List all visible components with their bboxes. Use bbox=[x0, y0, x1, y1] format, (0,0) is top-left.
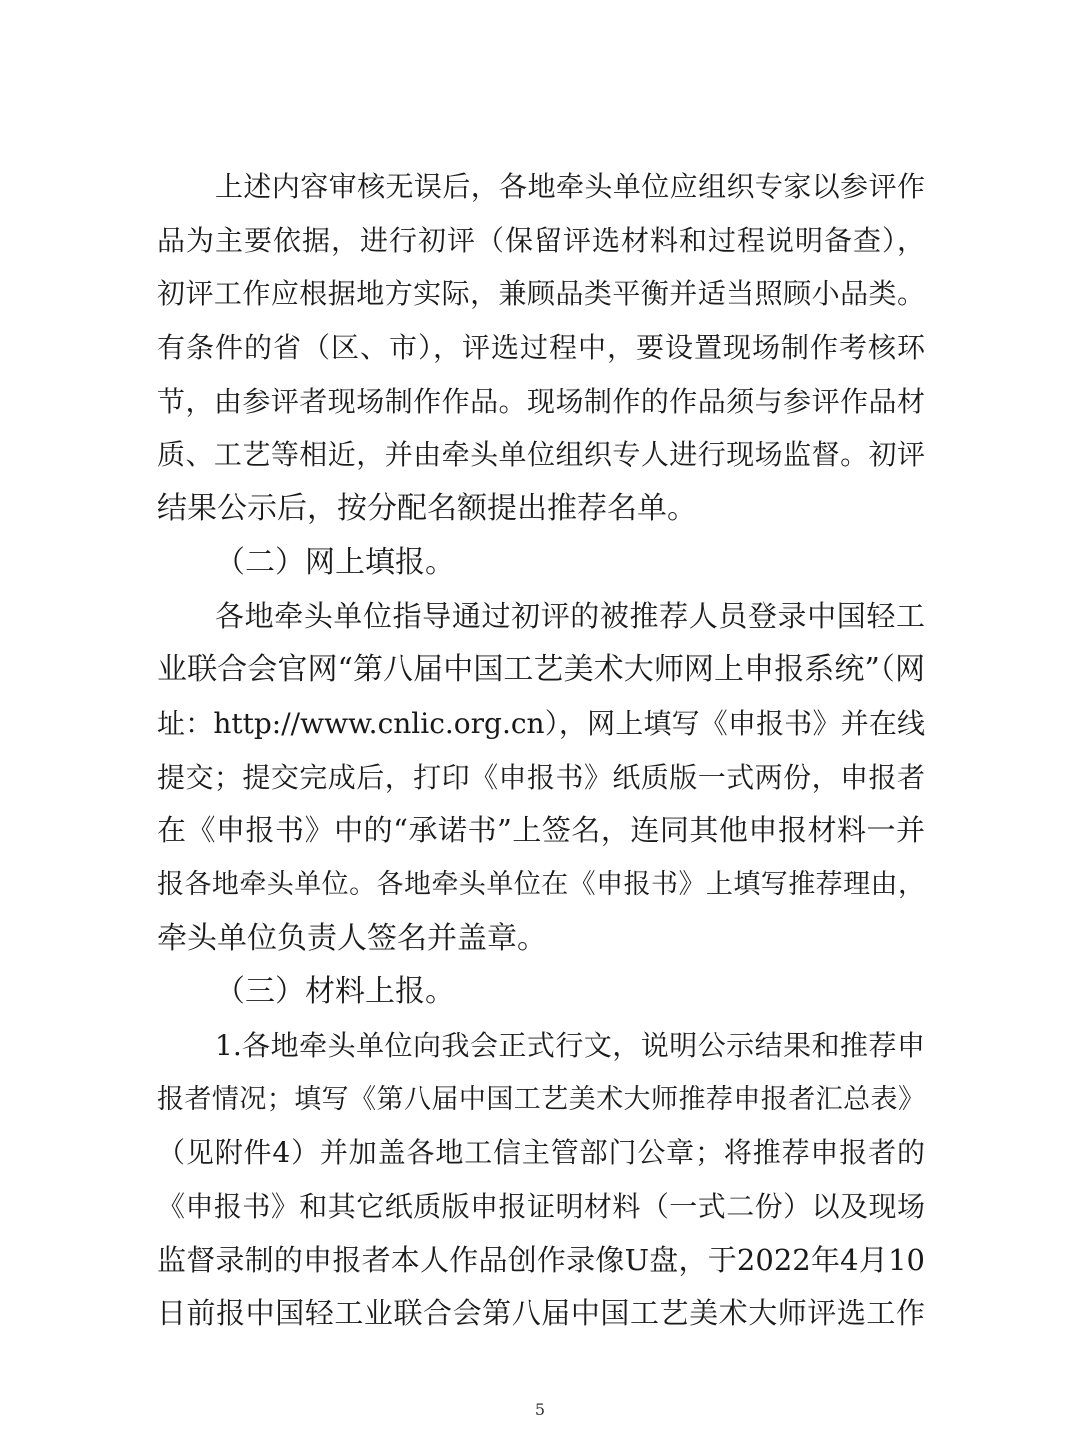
paragraph-line: 址：http://www.cnlic.org.cn），网上填写《申报书》并在线 bbox=[157, 706, 925, 740]
paragraph-line: 质、工艺等相近，并由牵头单位组织专人进行现场监督。初评 bbox=[157, 438, 925, 472]
page-number: 5 bbox=[534, 1400, 546, 1419]
paragraph-line: 《申报书》和其它纸质版申报证明材料（一式二份）以及现场 bbox=[157, 1190, 925, 1224]
paragraph-line: 1.各地牵头单位向我会正式行文，说明公示结果和推荐申 bbox=[215, 1029, 925, 1062]
paragraph-line: 在《申报书》中的“承诺书”上签名，连同其他申报材料一并 bbox=[157, 813, 925, 848]
paragraph-line: 初评工作应根据地方实际，兼顾品类平衡并适当照顾小品类。 bbox=[157, 277, 925, 311]
paragraph-line: 报者情况；填写《第八届中国工艺美术大师推荐申报者汇总表》 bbox=[157, 1083, 925, 1115]
paragraph-line: 有条件的省（区、市），评选过程中，要设置现场制作考核环 bbox=[157, 331, 925, 365]
paragraph-line: 品为主要依据，进行初评（保留评选材料和过程说明备查）， bbox=[157, 223, 925, 257]
paragraph-line: 节，由参评者现场制作作品。现场制作的作品须与参评作品材 bbox=[157, 384, 925, 418]
paragraph-line: 报各地牵头单位。各地牵头单位在《申报书》上填写推荐理由， bbox=[157, 868, 925, 900]
paragraph-line: 上述内容审核无误后，各地牵头单位应组织专家以参评作 bbox=[215, 170, 925, 203]
section-heading-material-submission: （三）材料上报。 bbox=[215, 974, 455, 1010]
paragraph-line: 各地牵头单位指导通过初评的被推荐人员登录中国轻工 bbox=[215, 598, 925, 633]
paragraph-line: 牵头单位负责人签名并盖章。 bbox=[157, 920, 547, 956]
paragraph-line: 监督录制的申报者本人作品创作录像U盘，于2022年4月10 bbox=[157, 1242, 925, 1277]
paragraph-line: 日前报中国轻工业联合会第八届中国工艺美术大师评选工作 bbox=[157, 1296, 925, 1331]
section-heading-online-filing: （二）网上填报。 bbox=[215, 544, 455, 580]
document-body bbox=[157, 160, 925, 1341]
paragraph-line: （见附件4）并加盖各地工信主管部门公章；将推荐申报者的 bbox=[157, 1136, 925, 1170]
paragraph-line: 结果公示后，按分配名额提出推荐名单。 bbox=[157, 491, 697, 527]
paragraph-line: 提交；提交完成后，打印《申报书》纸质版一式两份，申报者 bbox=[157, 760, 925, 794]
paragraph-line: 业联合会官网“第八届中国工艺美术大师网上申报系统”（网 bbox=[157, 652, 925, 688]
